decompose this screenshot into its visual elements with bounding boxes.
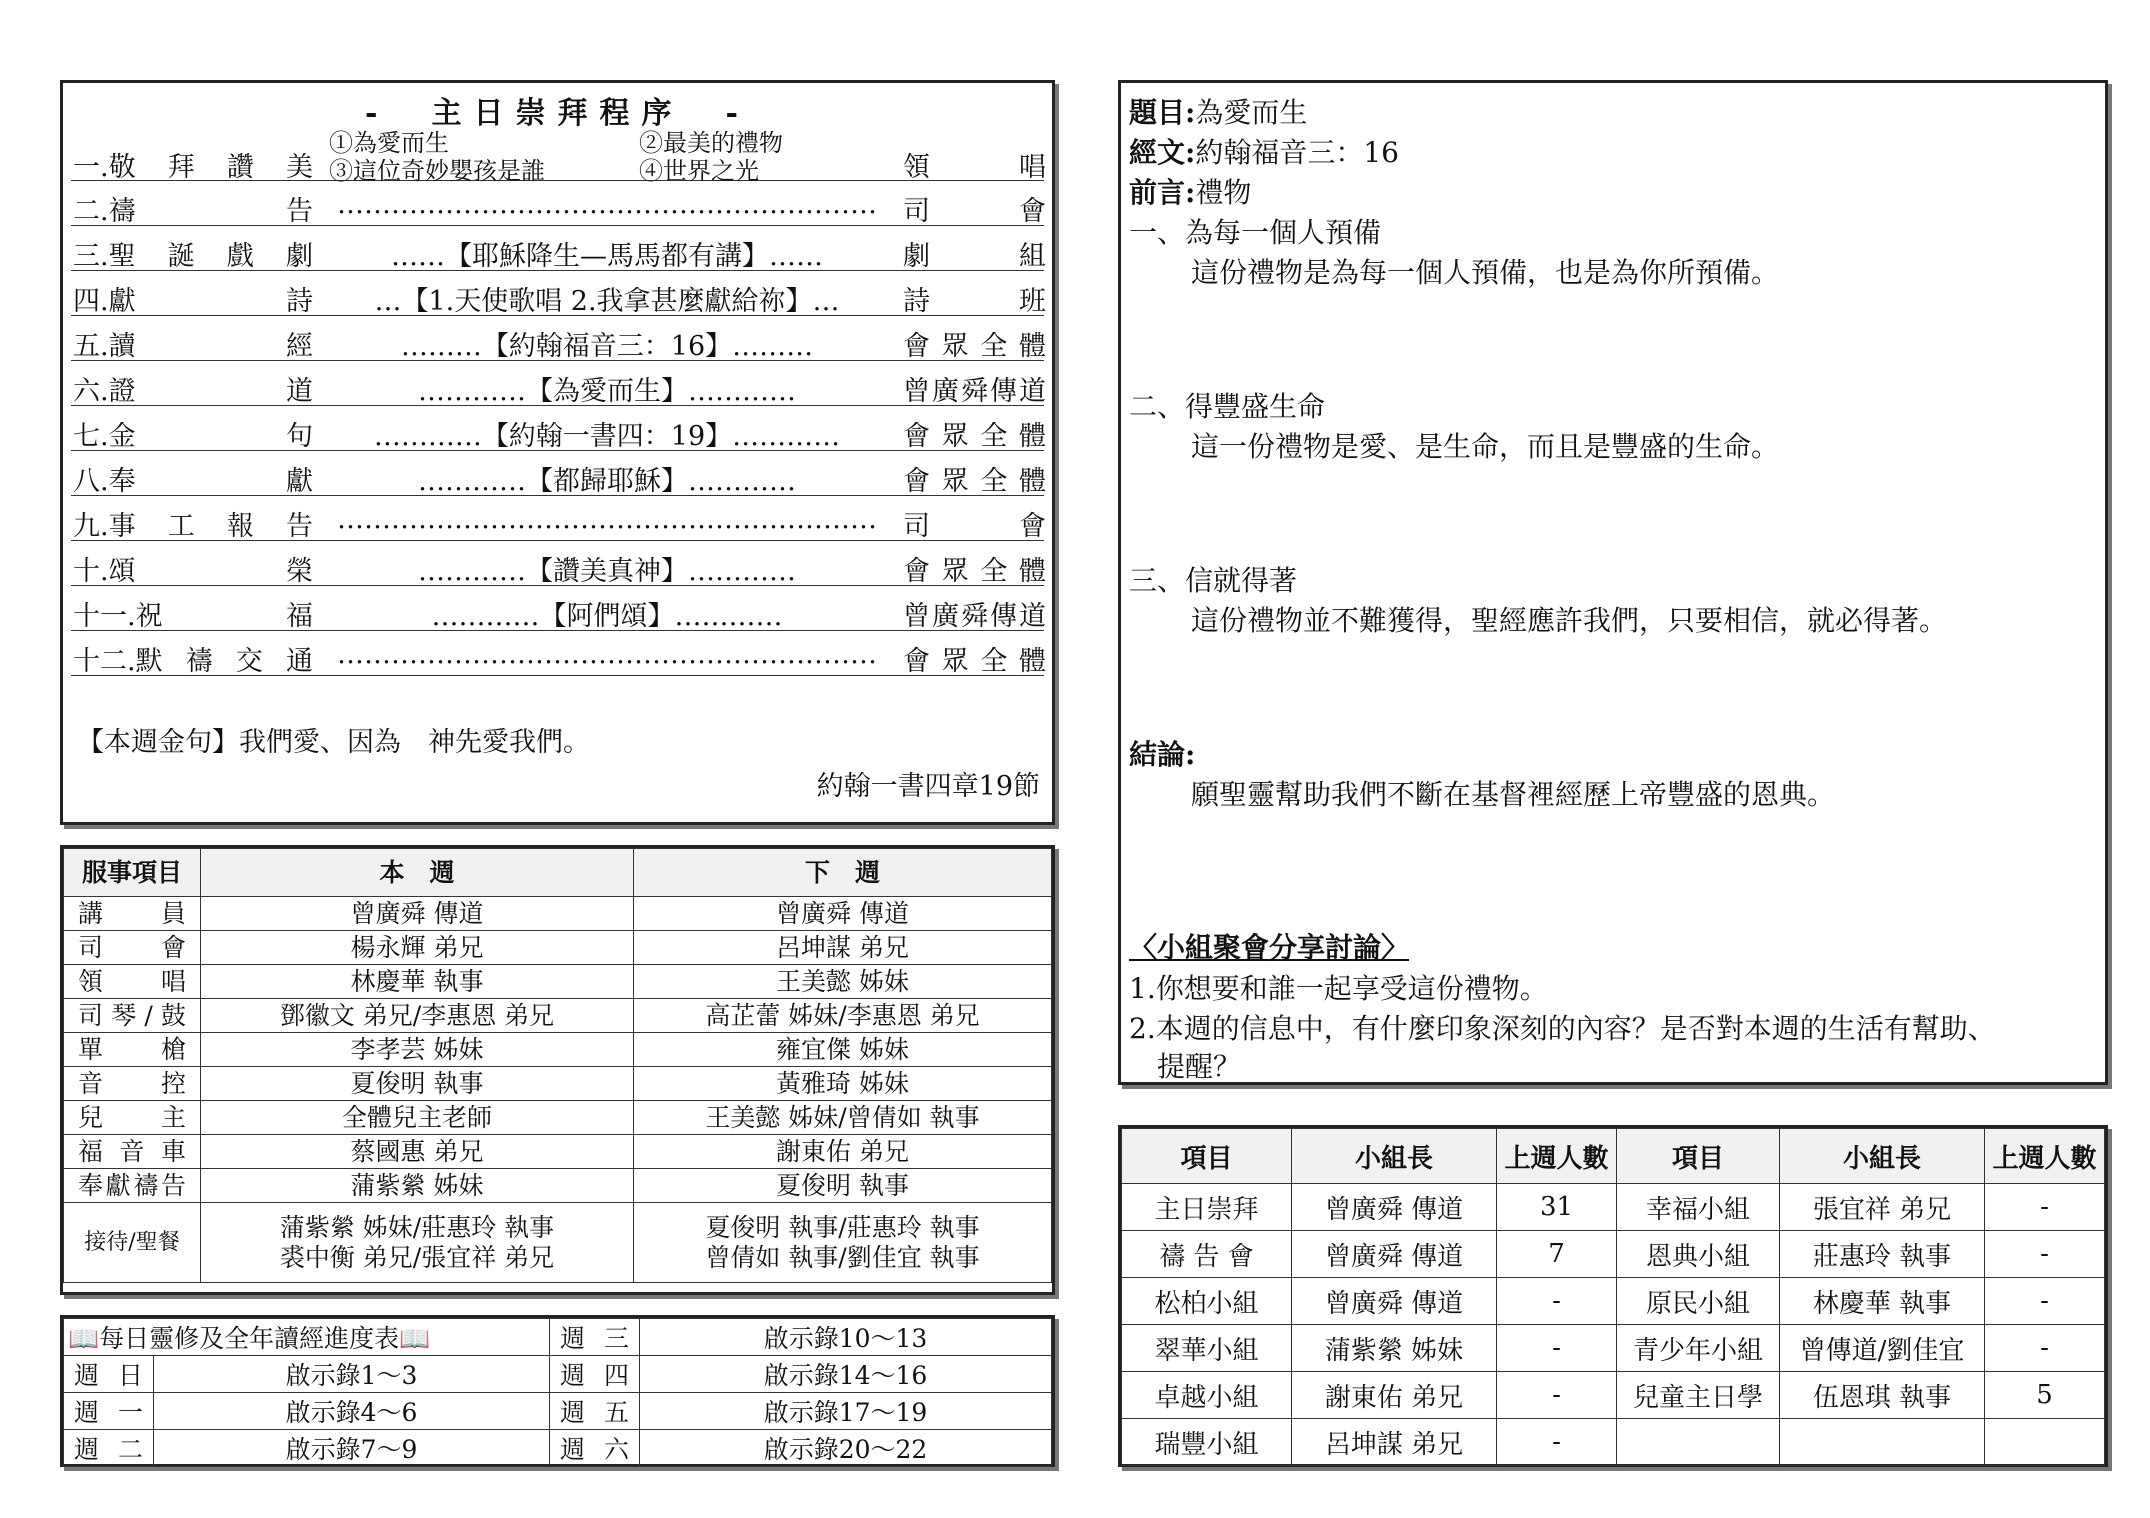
reading-day-label: 週 六 [560, 1435, 629, 1464]
discussion-question-2: 2.本週的信息中，有什麼印象深刻的內容？是否對本週的生活有幫助、 [1129, 1012, 1996, 1045]
group-leader: 曾廣舜 傳道 [1292, 1231, 1497, 1278]
sermon-point-2-body: 這一份禮物是愛、是生命，而且是豐盛的生命。 [1191, 430, 1780, 463]
reading-day-label: 週 三 [560, 1324, 629, 1353]
table-row [1122, 1184, 2105, 1231]
sermon-outline [1118, 80, 2108, 1085]
discussion-question-1: 1.你想要和誰一起享受這份禮物。 [1129, 972, 1548, 1005]
program-item-content: …………【約翰一書四：19】………… [373, 421, 841, 452]
program-item-responsible: 領 唱 [903, 152, 1046, 183]
group-header-row [1122, 1129, 2105, 1184]
reading-day-label: 週 四 [560, 1361, 629, 1390]
program-item-title: 敬 拜 讚 美 [108, 152, 313, 183]
table-row [64, 1067, 1052, 1101]
program-item-title: 禱 告 [108, 196, 313, 227]
reading-passage: 啟示錄14～16 [640, 1356, 1052, 1393]
table-row [64, 1356, 1052, 1393]
service-next-week: 雍宜傑 姊妹 [634, 1033, 1052, 1067]
program-item [71, 451, 1044, 496]
service-role: 奉 獻 禱 告 [78, 1170, 186, 1200]
table-row [64, 1319, 1052, 1356]
service-header-role: 服事項目 [64, 849, 201, 897]
reading-day [64, 1356, 154, 1393]
service-role: 音 控 [78, 1068, 186, 1098]
reading-day [64, 1393, 154, 1430]
reading-day [550, 1393, 640, 1430]
program-item [71, 541, 1044, 586]
group-header-item: 項目 [1122, 1129, 1292, 1184]
service-schedule [60, 845, 1055, 1295]
group-item: 原民小組 [1617, 1278, 1780, 1325]
reading-plan [60, 1315, 1055, 1467]
service-this-week: 曾廣舜 傳道 [201, 897, 634, 931]
group-leader: 張宜祥 弟兄 [1780, 1184, 1985, 1231]
program-item-content: …………【為愛而生】………… [418, 376, 796, 407]
service-next-week: 謝東佑 弟兄 [634, 1135, 1052, 1169]
service-role: 領 唱 [78, 966, 186, 996]
song-line [329, 129, 783, 157]
group-leader: 曾傳道/劉佳宜 [1780, 1325, 1985, 1372]
program-item-title: 獻 詩 [108, 286, 313, 317]
group-item: 青少年小組 [1617, 1325, 1780, 1372]
table-row [64, 1033, 1052, 1067]
group-leader: 曾廣舜 傳道 [1292, 1184, 1497, 1231]
service-header-this-week: 本 週 [201, 849, 634, 897]
reading-day [64, 1430, 154, 1467]
sermon-point-3-body: 這份禮物並不難獲得，聖經應許我們，只要相信，就必得著。 [1191, 604, 1948, 637]
program-item-label [73, 234, 313, 273]
group-item: 翠華小組 [1122, 1325, 1292, 1372]
service-role-cell [64, 931, 201, 965]
program-item-responsible: 司 會 [903, 511, 1046, 542]
song-item: ②最美的禮物 [639, 129, 783, 157]
program-item-number: 十二. [73, 646, 136, 677]
program-song-list [329, 129, 783, 185]
program-item-number: 八. [73, 466, 109, 497]
reading-plan-title: 📖每日靈修及全年讀經進度表📖 [64, 1319, 550, 1356]
program-item-label [73, 414, 313, 453]
group-header-count: 上週人數 [1497, 1129, 1617, 1184]
discussion-question-2-cont: 提醒？ [1157, 1050, 1242, 1083]
group-leader: 呂坤謀 弟兄 [1292, 1419, 1497, 1466]
table-row [64, 931, 1052, 965]
service-role-cell [64, 999, 201, 1033]
reading-passage: 啟示錄1～3 [154, 1356, 550, 1393]
group-item [1617, 1419, 1780, 1466]
sermon-conclusion: 願聖靈幫助我們不斷在基督裡經歷上帝豐盛的恩典。 [1191, 778, 1836, 811]
group-item: 主日崇拜 [1122, 1184, 1292, 1231]
table-row [64, 999, 1052, 1033]
group-header-leader: 小組長 [1780, 1129, 1985, 1184]
table-row [64, 965, 1052, 999]
program-item-label [73, 369, 313, 408]
service-next-week: 王美懿 姊妹/曾倩如 執事 [634, 1101, 1052, 1135]
program-item-content: …【1.天使歌唱 2.我拿甚麼獻給祢】… [374, 286, 840, 317]
service-next-week [634, 1203, 1052, 1283]
program-item-content: ……【耶穌降生—馬馬都有講】…… [391, 241, 823, 272]
program-item-number: 十一. [73, 601, 136, 632]
program-item-responsible: 會 眾 全 體 [903, 466, 1046, 497]
program-item-label [73, 639, 313, 678]
program-item-title: 證 道 [108, 376, 313, 407]
group-count: - [1497, 1372, 1617, 1419]
service-role-cell [64, 897, 201, 931]
program-item-content: …………【讚美真神】………… [418, 556, 796, 587]
group-count: - [1497, 1325, 1617, 1372]
discussion-title: 〈小組聚會分享討論〉 [1129, 931, 1410, 964]
reading-passage: 啟示錄17～19 [640, 1393, 1052, 1430]
table-row [64, 1169, 1052, 1203]
service-this-week: 鄧徽文 弟兄/李惠恩 弟兄 [201, 999, 634, 1033]
program-item-title: 聖 誕 戲 劇 [108, 241, 313, 272]
song-item: ①為愛而生 [329, 129, 449, 157]
group-item: 恩典小組 [1617, 1231, 1780, 1278]
service-role-cell [64, 1067, 201, 1101]
program-item-responsible: 會 眾 全 體 [903, 331, 1046, 362]
table-row [64, 1203, 1052, 1283]
program-item-responsible: 曾 廣 舜 傳 道 [903, 376, 1046, 407]
sermon-point-1-heading: 一、為每一個人預備 [1129, 216, 1382, 249]
service-this-week-line: 裘中衡 弟兄/張宜祥 弟兄 [279, 1242, 555, 1272]
group-count: - [1985, 1325, 2105, 1372]
program-item-responsible: 會 眾 全 體 [903, 646, 1046, 677]
song-item: ④世界之光 [639, 157, 759, 185]
sermon-title-label: 題目: [1129, 96, 1196, 129]
group-item: 卓越小組 [1122, 1372, 1292, 1419]
group-leader: 曾廣舜 傳道 [1292, 1278, 1497, 1325]
group-item: 松柏小組 [1122, 1278, 1292, 1325]
reading-passage: 啟示錄10～13 [640, 1319, 1052, 1356]
program-item-content: …………………………………………………… [337, 189, 877, 220]
program-item [71, 496, 1044, 541]
service-role-cell [64, 1169, 201, 1203]
reading-table [63, 1318, 1052, 1467]
table-row [1122, 1419, 2105, 1466]
program-item-label [73, 594, 313, 633]
group-count: - [1985, 1231, 2105, 1278]
table-row [64, 897, 1052, 931]
table-row [64, 1135, 1052, 1169]
program-item [71, 406, 1044, 451]
program-item-title: 祝 福 [135, 601, 313, 632]
program-item-label [73, 549, 313, 588]
service-next-week-line: 夏俊明 執事/莊惠玲 執事 [705, 1212, 980, 1242]
program-item-content: …………………………………………………… [337, 639, 877, 670]
group-count: - [1497, 1419, 1617, 1466]
reading-day-label: 週 五 [560, 1398, 629, 1427]
program-item-number: 三. [73, 241, 109, 272]
reading-passage: 啟示錄20～22 [640, 1430, 1052, 1467]
service-header-row [64, 849, 1052, 897]
reading-day-label: 週 一 [74, 1398, 143, 1427]
program-item-number: 四. [73, 286, 109, 317]
service-role: 單 槍 [78, 1034, 186, 1064]
program-item [71, 181, 1044, 226]
service-role: 兒 主 [78, 1102, 186, 1132]
program-item-number: 九. [73, 511, 109, 542]
service-role: 司 會 [78, 932, 186, 962]
service-role-cell [64, 965, 201, 999]
service-this-week-line: 蒲紫縈 姊妹/莊惠玲 執事 [279, 1212, 555, 1242]
program-item-responsible: 劇 組 [903, 241, 1046, 272]
table-row [1122, 1325, 2105, 1372]
reading-day [550, 1430, 640, 1467]
reading-passage: 啟示錄7～9 [154, 1430, 550, 1467]
service-role-cell [64, 1101, 201, 1135]
reading-day [550, 1319, 640, 1356]
table-row [64, 1393, 1052, 1430]
program-item-content: …………………………………………………… [337, 504, 877, 535]
program-item [71, 586, 1044, 631]
program-item-number: 五. [73, 331, 109, 362]
program-item-responsible: 會 眾 全 體 [903, 556, 1046, 587]
group-leader: 蒲紫縈 姊妹 [1292, 1325, 1497, 1372]
sermon-scripture: 約翰福音三：16 [1195, 136, 1399, 169]
service-role: 福 音 車 [78, 1136, 186, 1166]
table-row [64, 1430, 1052, 1467]
group-count: - [1497, 1278, 1617, 1325]
table-row [1122, 1278, 2105, 1325]
group-count: 31 [1497, 1184, 1617, 1231]
memory-verse: 【本週金句】我們愛、因為 神先愛我們。 [77, 727, 590, 758]
program-item-number: 十. [73, 556, 109, 587]
program-item-content: …………【阿們頌】………… [431, 601, 783, 632]
sermon-conclusion-label: 結論: [1129, 738, 1196, 771]
service-this-week: 林慶華 執事 [201, 965, 634, 999]
group-attendance [1118, 1125, 2108, 1467]
sermon-intro-label: 前言: [1129, 176, 1196, 209]
sermon-point-3-heading: 三、信就得著 [1129, 564, 1298, 597]
service-next-week: 高芷蕾 姊妹/李惠恩 弟兄 [634, 999, 1052, 1033]
program-item-label [73, 189, 313, 228]
table-row [64, 1101, 1052, 1135]
group-item: 兒童主日學 [1617, 1372, 1780, 1419]
service-this-week: 楊永輝 弟兄 [201, 931, 634, 965]
service-role: 司 琴 / 鼓 [78, 1000, 186, 1030]
program-item-title: 事 工 報 告 [108, 511, 313, 542]
program-item [71, 316, 1044, 361]
service-header-next-week: 下 週 [634, 849, 1052, 897]
program-title: - 主日崇拜程序 - [365, 96, 750, 131]
worship-program [60, 80, 1055, 825]
service-role: 接待/聖餐 [64, 1203, 201, 1283]
service-this-week [201, 1203, 634, 1283]
sermon-scripture-label: 經文: [1129, 136, 1196, 169]
table-row [1122, 1372, 2105, 1419]
program-item-title: 金 句 [108, 421, 313, 452]
sermon-intro: 禮物 [1195, 176, 1252, 209]
service-this-week: 蒲紫縈 姊妹 [201, 1169, 634, 1203]
sermon-point-1-body: 這份禮物是為每一個人預備，也是為你所預備。 [1191, 256, 1780, 289]
program-item-title: 讀 經 [108, 331, 313, 362]
program-item-label [73, 504, 313, 543]
program-item-responsible: 詩 班 [903, 286, 1046, 317]
program-item-label [73, 459, 313, 498]
program-item-label [73, 324, 313, 363]
song-item: ③這位奇妙嬰孩是誰 [329, 157, 545, 185]
reading-day [550, 1356, 640, 1393]
program-item-label [73, 279, 313, 318]
service-next-week-line: 曾倩如 執事/劉佳宜 執事 [705, 1242, 980, 1272]
group-count: - [1985, 1278, 2105, 1325]
group-leader [1780, 1419, 1985, 1466]
group-count: 7 [1497, 1231, 1617, 1278]
group-count: 5 [1985, 1372, 2105, 1419]
group-item: 禱 告 會 [1122, 1231, 1292, 1278]
group-item: 瑞豐小組 [1122, 1419, 1292, 1466]
group-header-count: 上週人數 [1985, 1129, 2105, 1184]
reading-day-label: 週 二 [74, 1435, 143, 1464]
memory-verse-reference: 約翰一書四章19節 [816, 771, 1040, 802]
group-count [1985, 1419, 2105, 1466]
program-item-responsible: 司 會 [903, 196, 1046, 227]
sermon-title-line [1129, 91, 1307, 131]
group-item: 幸福小組 [1617, 1184, 1780, 1231]
program-item [71, 129, 1046, 185]
group-leader: 莊惠玲 執事 [1780, 1231, 1985, 1278]
service-this-week: 全體兒主老師 [201, 1101, 634, 1135]
service-this-week: 李孝芸 姊妹 [201, 1033, 634, 1067]
service-role: 講 員 [78, 898, 186, 928]
group-leader: 伍恩琪 執事 [1780, 1372, 1985, 1419]
sermon-point-2-heading: 二、得豐盛生命 [1129, 390, 1326, 423]
service-role-cell [64, 1135, 201, 1169]
service-this-week: 夏俊明 執事 [201, 1067, 634, 1101]
service-next-week: 曾廣舜 傳道 [634, 897, 1052, 931]
program-item-title: 頌 榮 [108, 556, 313, 587]
sermon-scripture-line [1129, 131, 1399, 171]
group-header-leader: 小組長 [1292, 1129, 1497, 1184]
program-item-number: 七. [73, 421, 109, 452]
program-item-label [73, 145, 313, 184]
program-item-number: 二. [73, 196, 109, 227]
sermon-intro-line [1129, 171, 1251, 211]
program-item [71, 271, 1044, 316]
program-item-content: ………【約翰福音三：16】……… [400, 331, 814, 362]
reading-day-label: 週 日 [74, 1361, 143, 1390]
service-table [63, 848, 1052, 1283]
group-leader: 謝東佑 弟兄 [1292, 1372, 1497, 1419]
group-leader: 林慶華 執事 [1780, 1278, 1985, 1325]
group-count: - [1985, 1184, 2105, 1231]
service-role-cell [64, 1033, 201, 1067]
program-list [71, 129, 1044, 676]
group-header-item: 項目 [1617, 1129, 1780, 1184]
service-next-week: 夏俊明 執事 [634, 1169, 1052, 1203]
group-table [1121, 1128, 2105, 1466]
program-item-number: 一. [73, 152, 109, 183]
service-this-week: 蔡國惠 弟兄 [201, 1135, 634, 1169]
sermon-title: 為愛而生 [1195, 96, 1308, 129]
program-item-number: 六. [73, 376, 109, 407]
program-item-title: 默 禱 交 通 [135, 646, 313, 677]
table-row [1122, 1231, 2105, 1278]
program-item-content: …………【都歸耶穌】………… [418, 466, 796, 497]
program-item [71, 631, 1044, 676]
reading-passage: 啟示錄4～6 [154, 1393, 550, 1430]
service-next-week: 黃雅琦 姊妹 [634, 1067, 1052, 1101]
program-item [71, 226, 1044, 271]
program-item-responsible: 曾 廣 舜 傳 道 [903, 601, 1046, 632]
service-next-week: 王美懿 姊妹 [634, 965, 1052, 999]
program-item-title: 奉 獻 [108, 466, 313, 497]
program-item [71, 361, 1044, 406]
service-next-week: 呂坤謀 弟兄 [634, 931, 1052, 965]
program-item-responsible: 會 眾 全 體 [903, 421, 1046, 452]
